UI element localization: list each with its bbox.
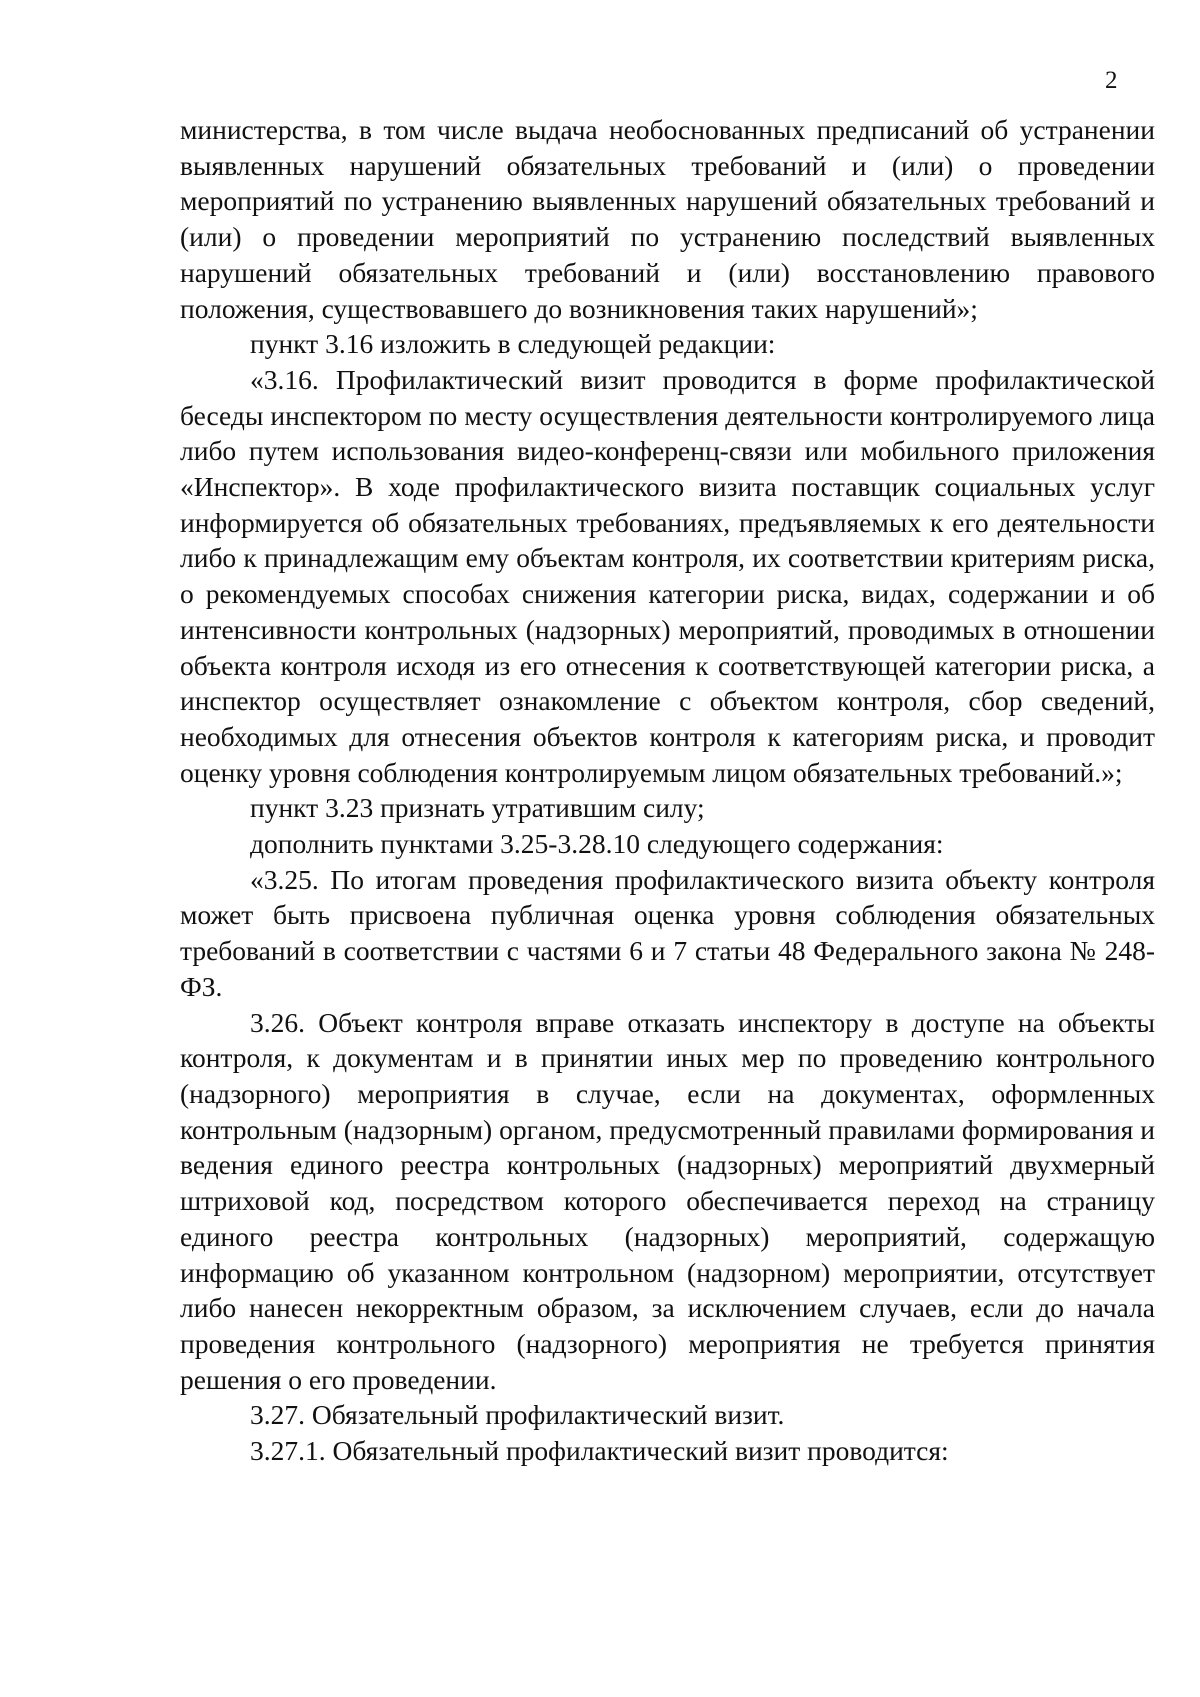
paragraph-addition-intro: дополнить пунктами 3.25-3.28.10 следующего содержания: — [250, 828, 944, 860]
paragraph-amendment-3-16-intro: пункт 3.16 изложить в следующей редакции: — [250, 328, 776, 360]
paragraph-clause-3-27-1: 3.27.1. Обязательный профилактический визит проводится: — [250, 1435, 949, 1467]
paragraph-clause-3-27: 3.27. Обязательный профилактический визит. — [250, 1399, 785, 1431]
paragraph-continuation: министерства, в том числе выдача необоснованных предписаний об устранении выявленных нарушений обязательных требований и (или) о проведении мероприятий по устранению выявленных нарушений обязательных требований и (или) о проведении мероприятий по устранению последствий выявленных нарушений обязательных требований и (или) восстановлению правового положения, существовавшего до возникновения таких нарушений»; — [180, 114, 1155, 324]
page-number: 2 — [1105, 67, 1118, 94]
paragraph-clause-3-26: 3.26. Объект контроля вправе отказать инспектору в доступе на объекты контроля, к документам и в принятии иных мер по проведению контрольного (надзорного) мероприятия в случае, если на документах, оформленных контрольным (надзорным) органом, предусмотренный правилами формирования и ведения единого реестра контрольных (надзорных) мероприятий двухмерный штриховой код, посредством которого обеспечивается переход на страницу единого реестра контрольных (надзорных) мероприятий, содержащую информацию об указанном контрольном (надзорном) мероприятии, отсутствует либо нанесен некорректным образом, за исключением случаев, если до начала проведения контрольного (надзорного) мероприятия не требуется принятия решения о его проведении. — [180, 1006, 1155, 1395]
document-body — [180, 112, 1155, 1469]
paragraph-clause-3-25: «3.25. По итогам проведения профилактического визита объекту контроля может быть присвоена публичная оценка уровня соблюдения обязательных требований в соответствии с частями 6 и 7 статьи 48 Федерального закона № 248-ФЗ. — [180, 863, 1155, 1002]
paragraph-clause-3-23-repeal: пункт 3.23 признать утратившим силу; — [250, 792, 705, 824]
paragraph-clause-3-16: «3.16. Профилактический визит проводится в форме профилактической беседы инспектором по месту осуществления деятельности контролируемого лица либо путем использования видео-конференц-связи или мобильного приложения «Инспектор». В ходе профилактического визита поставщик социальных услуг информируется об обязательных требованиях, предъявляемых к его деятельности либо к принадлежащим ему объектам контроля, их соответствии критериям риска, о рекомендуемых способах снижения категории риска, видах, содержании и об интенсивности контрольных (надзорных) мероприятий, проводимых в отношении объекта контроля исходя из его отнесения к соответствующей категории риска, а инспектор осуществляет ознакомление с объектом контроля, сбор сведений, необходимых для отнесения объектов контроля к категориям риска, и проводит оценку уровня соблюдения контролируемым лицом обязательных требований.»; — [180, 363, 1155, 788]
